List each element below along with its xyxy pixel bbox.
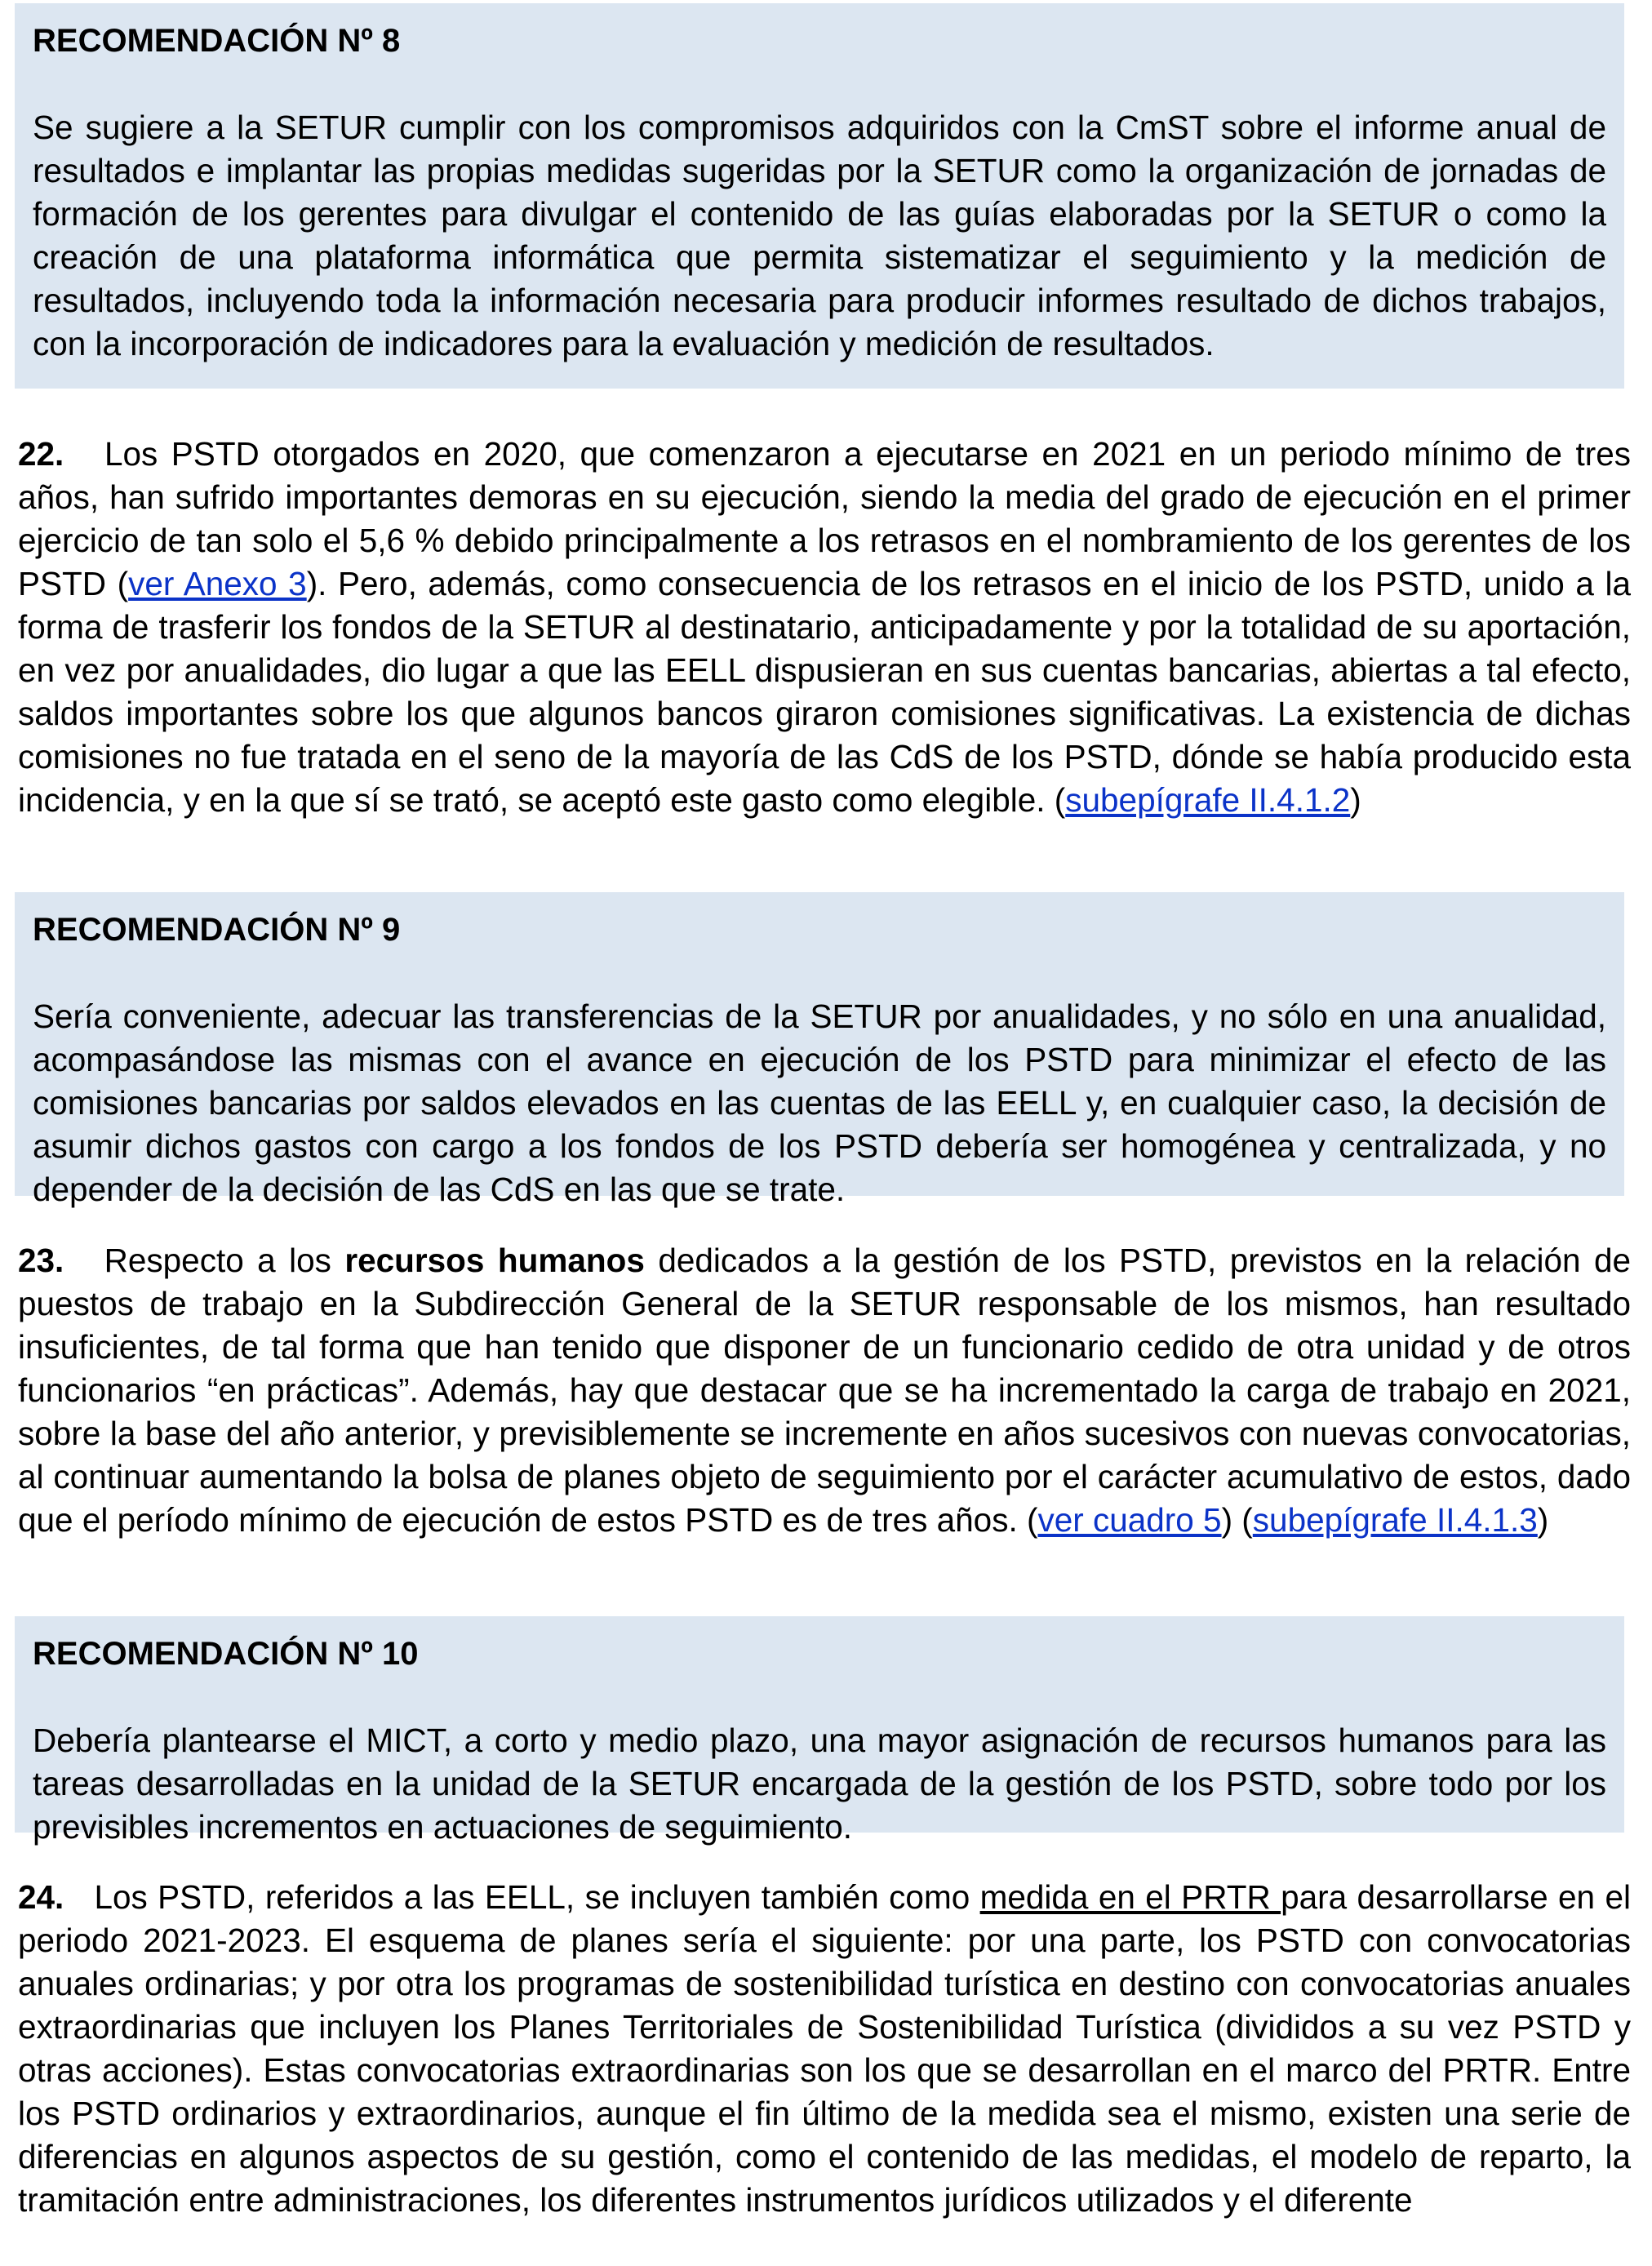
link-ver-anexo-3[interactable]: ver Anexo 3 (128, 565, 307, 602)
paragraph-24-text-a: Los PSTD, referidos a las EELL, se incluyen también como (94, 1878, 980, 1916)
paragraph-23 (18, 1239, 1631, 1542)
recommendation-10-body: Debería plantearse el MICT, a corto y medio plazo, una mayor asignación de recursos humanos para las tareas desarrolladas en la unidad de la SETUR encargada de la gestión de los PSTD, sobre todo por los previsibles incrementos en actuaciones de seguimiento. (33, 1722, 1606, 1846)
recommendation-8-box (15, 3, 1624, 389)
paragraph-22-text-b: ). Pero, además, como consecuencia de los retrasos en el inicio de los PSTD, unido a la forma de trasferir los fondos de la SETUR al destinatario, anticipadamente y por la totalidad de su aportación, en vez por anualidades, dio lugar a que las EELL dispusieran en sus cuentas bancarias, abiertas a tal efecto, saldos importantes sobre los que algunos bancos giraron comisiones significativas. La existencia de dichas comisiones no fue tratada en el seno de la mayoría de las CdS de los PSTD, dónde se había producido esta incidencia, y en la que sí se trató, se aceptó este gasto como elegible. ( (18, 565, 1631, 819)
paragraph-23-text-c: ) ( (1221, 1501, 1253, 1539)
recommendation-10-box (15, 1616, 1624, 1846)
recommendation-8-body: Se sugiere a la SETUR cumplir con los compromisos adquiridos con la CmST sobre el informe anual de resultados e implantar las propias medidas sugeridas por la SETUR como la organización de jornadas de formación de los gerentes para divulgar el contenido de las guías elaboradas por la SETUR o como la creación de una plataforma informática que permita sistematizar el seguimiento y la medición de resultados, incluyendo toda la información necesaria para producir informes resultado de dichos trabajos, con la incorporación de indicadores para la evaluación y medición de resultados. (33, 109, 1606, 362)
paragraph-22 (18, 433, 1631, 822)
paragraph-23-text-d: ) (1537, 1501, 1549, 1539)
paragraph-23-number: 23. (18, 1242, 64, 1279)
paragraph-24-text-b: para desarrollarse en el periodo 2021-2023. El esquema de planes sería el siguiente: por una parte, los PSTD con convocatorias anuales ordinarias; y por otra los programas de sostenibilidad turística en destino con convocatorias anuales extraordinarias que incluyen los Planes Territoriales de Sostenibilidad Turística (divididos a su vez PSTD y otras acciones). Estas convocatorias extraordinarias son los que se desarrollan en el marco del PRTR. Entre los PSTD ordinarios y extraordinarios, aunque el fin último de la medida sea el mismo, existen una serie de diferencias en algunos aspectos de su gestión, como el contenido de las medidas, el modelo de reparto, la tramitación entre administraciones, los diferentes instrumentos jurídicos utilizados y el diferente (18, 1878, 1631, 2219)
paragraph-22-number: 22. (18, 435, 64, 473)
recommendation-9-body: Sería conveniente, adecuar las transferencias de la SETUR por anualidades, y no sólo en una anualidad, acompasándose las mismas con el avance en ejecución de los PSTD para minimizar el efecto de las comisiones bancarias por saldos elevados en las cuentas de las EELL y, en cualquier caso, la decisión de asumir dichos gastos con cargo a los fondos de los PSTD debería ser homogénea y centralizada, y no depender de la decisión de las CdS en las que se trate. (33, 997, 1606, 1208)
paragraph-23-bold: recursos humanos (344, 1242, 645, 1279)
paragraph-23-text-b: dedicados a la gestión de los PSTD, previstos en la relación de puestos de trabajo en la Subdirección General de la SETUR responsable de los mismos, han resultado insuficientes, de tal forma que han tenido que disponer de un funcionario cedido de otra unidad y de otros funcionarios “en prácticas”. Además, hay que destacar que se ha incrementado la carga de trabajo en 2021, sobre la base del año anterior, y previsiblemente se incremente en años sucesivos con nuevas convocatorias, al continuar aumentando la bolsa de planes objeto de seguimiento por el carácter acumulativo de estos, dado que el período mínimo de ejecución de estos PSTD es de tres años. ( (18, 1242, 1631, 1539)
recommendation-8-title: RECOMENDACIÓN Nº 8 (33, 23, 401, 59)
paragraph-24-number: 24. (18, 1878, 64, 1916)
link-subepigrafe-ii-4-1-2[interactable]: subepígrafe II.4.1.2 (1065, 781, 1351, 819)
recommendation-10-title: RECOMENDACIÓN Nº 10 (33, 1636, 419, 1672)
paragraph-22-text-c: ) (1350, 781, 1361, 819)
paragraph-24 (18, 1876, 1631, 2222)
recommendation-9-title: RECOMENDACIÓN Nº 9 (33, 912, 401, 948)
link-ver-cuadro-5[interactable]: ver cuadro 5 (1037, 1501, 1222, 1539)
link-subepigrafe-ii-4-1-3[interactable]: subepígrafe II.4.1.3 (1252, 1501, 1538, 1539)
recommendation-9-box (15, 892, 1624, 1208)
paragraph-23-text-a: Respecto a los (104, 1242, 345, 1279)
paragraph-22-text-a: Los PSTD otorgados en 2020, que comenzaron a ejecutarse en 2021 en un periodo mínimo de tres años, han sufrido importantes demoras en su ejecución, siendo la media del grado de ejecución en el primer ejercicio de tan solo el 5,6 % debido principalmente a los retrasos en el nombramiento de los gerentes de los PSTD ( (18, 435, 1631, 602)
paragraph-24-underlined: medida en el PRTR (979, 1878, 1281, 1916)
